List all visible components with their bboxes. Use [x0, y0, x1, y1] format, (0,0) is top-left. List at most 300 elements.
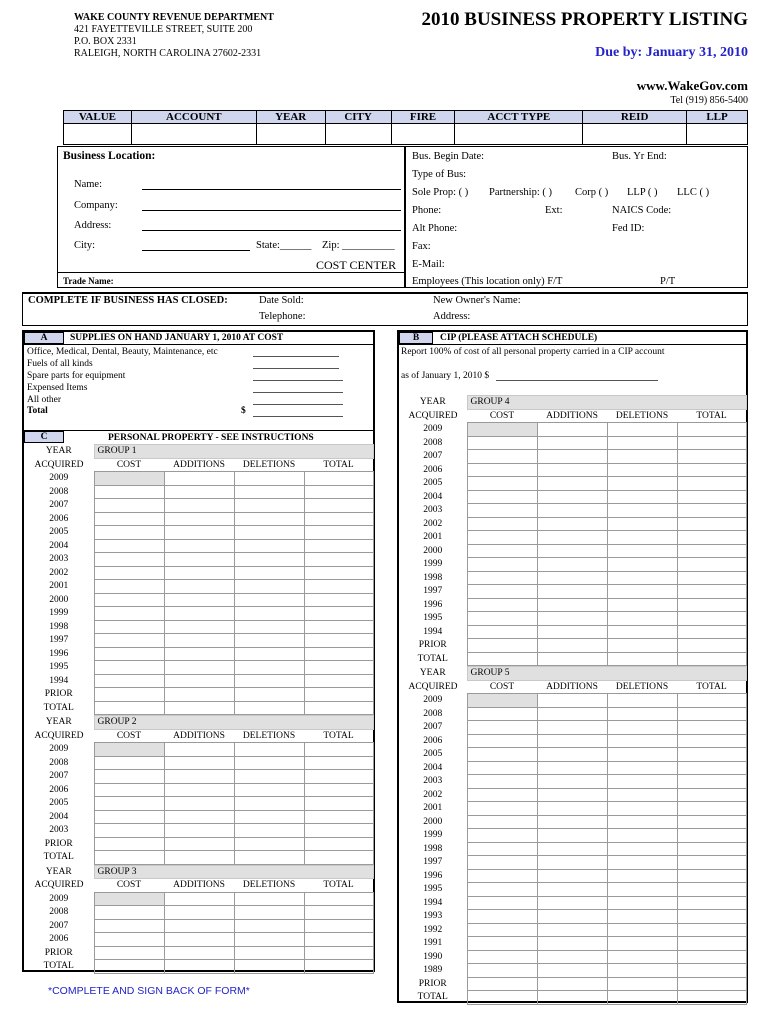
total-cell[interactable]	[677, 950, 746, 964]
additions-cell[interactable]	[537, 598, 607, 612]
deletions-cell[interactable]	[607, 544, 677, 558]
deletions-cell[interactable]	[234, 837, 304, 851]
total-cell[interactable]	[304, 770, 373, 784]
cost-cell[interactable]	[467, 571, 537, 585]
additions-cell[interactable]	[537, 450, 607, 464]
additions-cell[interactable]	[164, 892, 234, 906]
total-cell[interactable]	[304, 566, 373, 580]
total-cell[interactable]	[677, 815, 746, 829]
additions-cell[interactable]	[164, 553, 234, 567]
cost-cell[interactable]	[467, 923, 537, 937]
cost-cell[interactable]	[94, 756, 164, 770]
deletions-cell[interactable]	[607, 991, 677, 1005]
cost-cell[interactable]	[94, 919, 164, 933]
cost-cell[interactable]	[94, 851, 164, 865]
total-cell[interactable]	[677, 544, 746, 558]
total-cell[interactable]	[677, 842, 746, 856]
additions-cell[interactable]	[164, 919, 234, 933]
total-cell[interactable]	[677, 625, 746, 639]
deletions-cell[interactable]	[607, 423, 677, 437]
deletions-cell[interactable]	[607, 598, 677, 612]
additions-cell[interactable]	[164, 661, 234, 675]
additions-cell[interactable]	[537, 761, 607, 775]
cost-cell[interactable]	[467, 531, 537, 545]
deletions-cell[interactable]	[607, 450, 677, 464]
id-bar-field-city[interactable]	[326, 124, 392, 144]
total-cell[interactable]	[677, 775, 746, 789]
total-cell[interactable]	[304, 647, 373, 661]
deletions-cell[interactable]	[607, 856, 677, 870]
deletions-cell[interactable]	[607, 775, 677, 789]
cost-cell[interactable]	[467, 734, 537, 748]
total-cell[interactable]	[677, 612, 746, 626]
additions-cell[interactable]	[164, 756, 234, 770]
additions-cell[interactable]	[164, 607, 234, 621]
total-cell[interactable]	[304, 892, 373, 906]
deletions-cell[interactable]	[607, 910, 677, 924]
total-cell[interactable]	[677, 504, 746, 518]
cost-cell[interactable]	[467, 748, 537, 762]
total-cell[interactable]	[677, 977, 746, 991]
deletions-cell[interactable]	[234, 770, 304, 784]
deletions-cell[interactable]	[607, 694, 677, 708]
deletions-cell[interactable]	[607, 964, 677, 978]
additions-cell[interactable]	[164, 499, 234, 513]
deletions-cell[interactable]	[607, 815, 677, 829]
additions-cell[interactable]	[164, 647, 234, 661]
deletions-cell[interactable]	[607, 585, 677, 599]
total-cell[interactable]	[677, 517, 746, 531]
deletions-cell[interactable]	[607, 707, 677, 721]
total-cell[interactable]	[304, 688, 373, 702]
cost-cell[interactable]	[94, 770, 164, 784]
total-cell[interactable]	[677, 937, 746, 951]
cost-cell[interactable]	[94, 607, 164, 621]
total-cell[interactable]	[304, 824, 373, 838]
additions-cell[interactable]	[537, 964, 607, 978]
deletions-cell[interactable]	[607, 883, 677, 897]
additions-cell[interactable]	[164, 906, 234, 920]
deletions-cell[interactable]	[607, 477, 677, 491]
total-cell[interactable]	[304, 512, 373, 526]
deletions-cell[interactable]	[607, 923, 677, 937]
cost-cell[interactable]	[94, 661, 164, 675]
deletions-cell[interactable]	[607, 721, 677, 735]
deletions-cell[interactable]	[607, 842, 677, 856]
id-bar-field-reid[interactable]	[583, 124, 687, 144]
deletions-cell[interactable]	[234, 919, 304, 933]
additions-cell[interactable]	[164, 770, 234, 784]
name-field[interactable]	[142, 189, 401, 190]
cost-cell[interactable]	[467, 598, 537, 612]
cost-cell[interactable]	[467, 788, 537, 802]
additions-cell[interactable]	[164, 580, 234, 594]
deletions-cell[interactable]	[607, 625, 677, 639]
additions-cell[interactable]	[164, 960, 234, 974]
deletions-cell[interactable]	[234, 512, 304, 526]
additions-cell[interactable]	[164, 946, 234, 960]
additions-cell[interactable]	[164, 526, 234, 540]
additions-cell[interactable]	[537, 802, 607, 816]
supplies-field-expensed[interactable]	[253, 392, 343, 393]
total-cell[interactable]	[677, 721, 746, 735]
additions-cell[interactable]	[164, 701, 234, 715]
cost-cell[interactable]	[467, 639, 537, 653]
deletions-cell[interactable]	[234, 620, 304, 634]
total-cell[interactable]	[304, 539, 373, 553]
total-cell[interactable]	[677, 896, 746, 910]
additions-cell[interactable]	[537, 842, 607, 856]
total-cell[interactable]	[304, 797, 373, 811]
total-cell[interactable]	[677, 463, 746, 477]
deletions-cell[interactable]	[607, 869, 677, 883]
cost-cell[interactable]	[467, 477, 537, 491]
additions-cell[interactable]	[164, 851, 234, 865]
deletions-cell[interactable]	[234, 566, 304, 580]
additions-cell[interactable]	[537, 856, 607, 870]
additions-cell[interactable]	[537, 571, 607, 585]
address-field[interactable]	[142, 230, 401, 231]
cost-cell[interactable]	[467, 625, 537, 639]
total-cell[interactable]	[304, 499, 373, 513]
additions-cell[interactable]	[164, 810, 234, 824]
cost-cell[interactable]	[94, 946, 164, 960]
additions-cell[interactable]	[537, 829, 607, 843]
cost-cell[interactable]	[467, 694, 537, 708]
supplies-field-office[interactable]	[253, 356, 339, 357]
total-cell[interactable]	[304, 634, 373, 648]
deletions-cell[interactable]	[234, 960, 304, 974]
cost-cell[interactable]	[94, 960, 164, 974]
cost-cell[interactable]	[94, 701, 164, 715]
deletions-cell[interactable]	[234, 946, 304, 960]
additions-cell[interactable]	[537, 788, 607, 802]
sole-prop-checkbox[interactable]: Sole Prop: ( )	[412, 187, 469, 198]
additions-cell[interactable]	[537, 734, 607, 748]
cost-cell[interactable]	[467, 652, 537, 666]
deletions-cell[interactable]	[607, 517, 677, 531]
additions-cell[interactable]	[537, 477, 607, 491]
cost-cell[interactable]	[94, 933, 164, 947]
total-cell[interactable]	[677, 598, 746, 612]
total-cell[interactable]	[304, 851, 373, 865]
additions-cell[interactable]	[164, 593, 234, 607]
cost-cell[interactable]	[94, 824, 164, 838]
total-cell[interactable]	[304, 553, 373, 567]
total-cell[interactable]	[677, 652, 746, 666]
total-cell[interactable]	[677, 450, 746, 464]
additions-cell[interactable]	[164, 824, 234, 838]
additions-cell[interactable]	[164, 620, 234, 634]
cost-cell[interactable]	[94, 647, 164, 661]
cost-cell[interactable]	[467, 504, 537, 518]
deletions-cell[interactable]	[234, 933, 304, 947]
total-cell[interactable]	[304, 933, 373, 947]
additions-cell[interactable]	[537, 937, 607, 951]
total-cell[interactable]	[677, 761, 746, 775]
cost-cell[interactable]	[467, 761, 537, 775]
cost-cell[interactable]	[467, 490, 537, 504]
id-bar-field-llp[interactable]	[687, 124, 748, 144]
cost-cell[interactable]	[467, 950, 537, 964]
additions-cell[interactable]	[537, 544, 607, 558]
llc-checkbox[interactable]: LLC ( )	[677, 187, 710, 198]
deletions-cell[interactable]	[234, 892, 304, 906]
additions-cell[interactable]	[537, 694, 607, 708]
website-link[interactable]: www.WakeGov.com	[636, 78, 748, 93]
cost-cell[interactable]	[467, 829, 537, 843]
deletions-cell[interactable]	[234, 593, 304, 607]
cost-cell[interactable]	[94, 566, 164, 580]
additions-cell[interactable]	[164, 539, 234, 553]
deletions-cell[interactable]	[234, 810, 304, 824]
total-cell[interactable]	[677, 856, 746, 870]
additions-cell[interactable]	[537, 612, 607, 626]
additions-cell[interactable]	[537, 977, 607, 991]
total-cell[interactable]	[677, 531, 746, 545]
deletions-cell[interactable]	[607, 748, 677, 762]
total-cell[interactable]	[677, 585, 746, 599]
additions-cell[interactable]	[537, 775, 607, 789]
total-cell[interactable]	[677, 869, 746, 883]
cost-cell[interactable]	[467, 436, 537, 450]
additions-cell[interactable]	[537, 910, 607, 924]
cost-cell[interactable]	[467, 612, 537, 626]
cost-cell[interactable]	[94, 620, 164, 634]
cost-cell[interactable]	[94, 810, 164, 824]
cost-cell[interactable]	[467, 585, 537, 599]
deletions-cell[interactable]	[234, 539, 304, 553]
cost-cell[interactable]	[467, 775, 537, 789]
cost-cell[interactable]	[467, 558, 537, 572]
total-cell[interactable]	[304, 580, 373, 594]
deletions-cell[interactable]	[234, 783, 304, 797]
total-cell[interactable]	[677, 964, 746, 978]
total-cell[interactable]	[677, 802, 746, 816]
total-cell[interactable]	[304, 810, 373, 824]
cost-cell[interactable]	[467, 977, 537, 991]
deletions-cell[interactable]	[607, 436, 677, 450]
cost-cell[interactable]	[94, 580, 164, 594]
cost-cell[interactable]	[94, 906, 164, 920]
additions-cell[interactable]	[537, 490, 607, 504]
additions-cell[interactable]	[537, 883, 607, 897]
cost-cell[interactable]	[467, 544, 537, 558]
city-field[interactable]	[142, 250, 250, 251]
cost-cell[interactable]	[467, 856, 537, 870]
total-cell[interactable]	[677, 883, 746, 897]
deletions-cell[interactable]	[234, 580, 304, 594]
additions-cell[interactable]	[537, 991, 607, 1005]
cost-cell[interactable]	[467, 517, 537, 531]
deletions-cell[interactable]	[607, 463, 677, 477]
deletions-cell[interactable]	[607, 490, 677, 504]
additions-cell[interactable]	[537, 721, 607, 735]
total-cell[interactable]	[677, 734, 746, 748]
cost-cell[interactable]	[467, 815, 537, 829]
additions-cell[interactable]	[537, 531, 607, 545]
id-bar-field-account[interactable]	[132, 124, 257, 144]
additions-cell[interactable]	[537, 950, 607, 964]
total-cell[interactable]	[304, 701, 373, 715]
cost-cell[interactable]	[467, 707, 537, 721]
additions-cell[interactable]	[537, 707, 607, 721]
deletions-cell[interactable]	[234, 906, 304, 920]
total-cell[interactable]	[677, 829, 746, 843]
cost-cell[interactable]	[467, 450, 537, 464]
additions-cell[interactable]	[537, 896, 607, 910]
cost-cell[interactable]	[94, 526, 164, 540]
additions-cell[interactable]	[537, 815, 607, 829]
id-bar-field-fire[interactable]	[392, 124, 456, 144]
total-cell[interactable]	[304, 756, 373, 770]
company-field[interactable]	[142, 210, 401, 211]
total-cell[interactable]	[304, 783, 373, 797]
additions-cell[interactable]	[537, 585, 607, 599]
additions-cell[interactable]	[164, 512, 234, 526]
llp-checkbox[interactable]: LLP ( )	[627, 187, 658, 198]
total-cell[interactable]	[304, 960, 373, 974]
additions-cell[interactable]	[164, 933, 234, 947]
total-cell[interactable]	[677, 639, 746, 653]
additions-cell[interactable]	[537, 869, 607, 883]
deletions-cell[interactable]	[234, 674, 304, 688]
total-cell[interactable]	[677, 910, 746, 924]
deletions-cell[interactable]	[234, 701, 304, 715]
additions-cell[interactable]	[537, 423, 607, 437]
additions-cell[interactable]	[537, 625, 607, 639]
deletions-cell[interactable]	[234, 647, 304, 661]
state-field[interactable]: State:______	[256, 240, 312, 251]
corp-checkbox[interactable]: Corp ( )	[575, 187, 609, 198]
cost-cell[interactable]	[94, 743, 164, 757]
total-cell[interactable]	[677, 436, 746, 450]
deletions-cell[interactable]	[607, 802, 677, 816]
deletions-cell[interactable]	[607, 950, 677, 964]
total-cell[interactable]	[304, 674, 373, 688]
id-bar-field-acct-type[interactable]	[455, 124, 583, 144]
cost-cell[interactable]	[467, 842, 537, 856]
partnership-checkbox[interactable]: Partnership: ( )	[489, 187, 552, 198]
cost-cell[interactable]	[467, 802, 537, 816]
cost-cell[interactable]	[467, 883, 537, 897]
cost-cell[interactable]	[467, 463, 537, 477]
cost-cell[interactable]	[94, 837, 164, 851]
cip-amount-field[interactable]	[496, 380, 658, 381]
supplies-field-spare-parts[interactable]	[253, 380, 343, 381]
cost-cell[interactable]	[94, 485, 164, 499]
total-cell[interactable]	[304, 946, 373, 960]
deletions-cell[interactable]	[234, 661, 304, 675]
additions-cell[interactable]	[164, 566, 234, 580]
additions-cell[interactable]	[537, 436, 607, 450]
cost-cell[interactable]	[467, 721, 537, 735]
total-cell[interactable]	[677, 571, 746, 585]
supplies-field-fuels[interactable]	[253, 368, 339, 369]
cost-cell[interactable]	[467, 869, 537, 883]
total-cell[interactable]	[304, 906, 373, 920]
deletions-cell[interactable]	[234, 851, 304, 865]
cost-cell[interactable]	[94, 593, 164, 607]
additions-cell[interactable]	[164, 674, 234, 688]
cost-cell[interactable]	[467, 991, 537, 1005]
deletions-cell[interactable]	[234, 743, 304, 757]
additions-cell[interactable]	[537, 652, 607, 666]
total-cell[interactable]	[304, 661, 373, 675]
cost-cell[interactable]	[94, 539, 164, 553]
deletions-cell[interactable]	[607, 937, 677, 951]
deletions-cell[interactable]	[607, 788, 677, 802]
additions-cell[interactable]	[164, 688, 234, 702]
additions-cell[interactable]	[537, 463, 607, 477]
total-cell[interactable]	[304, 919, 373, 933]
cost-cell[interactable]	[94, 674, 164, 688]
total-cell[interactable]	[677, 991, 746, 1005]
deletions-cell[interactable]	[607, 761, 677, 775]
cost-cell[interactable]	[94, 499, 164, 513]
additions-cell[interactable]	[164, 743, 234, 757]
cost-cell[interactable]	[94, 892, 164, 906]
cost-cell[interactable]	[467, 896, 537, 910]
total-cell[interactable]	[304, 743, 373, 757]
total-cell[interactable]	[677, 694, 746, 708]
total-cell[interactable]	[677, 423, 746, 437]
deletions-cell[interactable]	[234, 526, 304, 540]
total-cell[interactable]	[304, 837, 373, 851]
total-cell[interactable]	[677, 707, 746, 721]
deletions-cell[interactable]	[607, 612, 677, 626]
deletions-cell[interactable]	[607, 977, 677, 991]
total-cell[interactable]	[304, 526, 373, 540]
cost-cell[interactable]	[467, 910, 537, 924]
total-cell[interactable]	[677, 477, 746, 491]
deletions-cell[interactable]	[234, 797, 304, 811]
deletions-cell[interactable]	[234, 485, 304, 499]
cost-cell[interactable]	[467, 937, 537, 951]
cost-cell[interactable]	[94, 688, 164, 702]
deletions-cell[interactable]	[607, 639, 677, 653]
cost-cell[interactable]	[467, 423, 537, 437]
deletions-cell[interactable]	[234, 499, 304, 513]
supplies-field-total[interactable]	[253, 416, 343, 417]
cost-cell[interactable]	[94, 553, 164, 567]
deletions-cell[interactable]	[607, 896, 677, 910]
total-cell[interactable]	[304, 607, 373, 621]
total-cell[interactable]	[677, 748, 746, 762]
deletions-cell[interactable]	[234, 756, 304, 770]
id-bar-field-value[interactable]	[64, 124, 132, 144]
deletions-cell[interactable]	[607, 558, 677, 572]
deletions-cell[interactable]	[607, 531, 677, 545]
cost-cell[interactable]	[94, 783, 164, 797]
deletions-cell[interactable]	[234, 634, 304, 648]
cost-cell[interactable]	[467, 964, 537, 978]
additions-cell[interactable]	[164, 485, 234, 499]
deletions-cell[interactable]	[234, 688, 304, 702]
deletions-cell[interactable]	[234, 472, 304, 486]
cost-cell[interactable]	[94, 797, 164, 811]
id-bar-field-year[interactable]	[257, 124, 326, 144]
deletions-cell[interactable]	[607, 504, 677, 518]
additions-cell[interactable]	[164, 837, 234, 851]
additions-cell[interactable]	[537, 923, 607, 937]
additions-cell[interactable]	[537, 517, 607, 531]
total-cell[interactable]	[677, 923, 746, 937]
deletions-cell[interactable]	[234, 553, 304, 567]
deletions-cell[interactable]	[607, 571, 677, 585]
total-cell[interactable]	[304, 485, 373, 499]
cost-cell[interactable]	[94, 634, 164, 648]
